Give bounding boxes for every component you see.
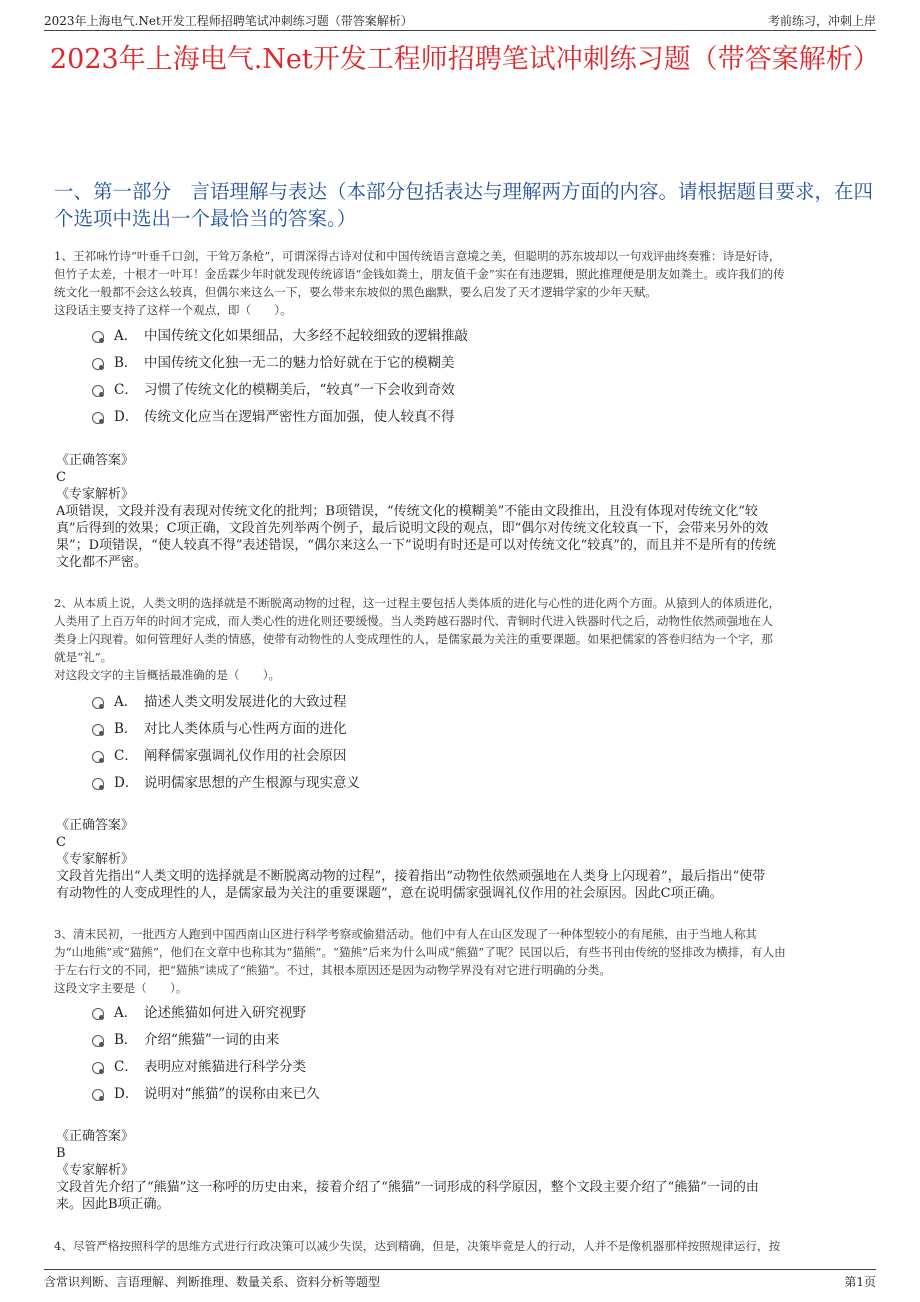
answer-label: 《正确答案》 [56, 453, 135, 468]
radio-button[interactable] [92, 331, 104, 343]
answer-label: 《正确答案》 [56, 818, 135, 833]
radio-button[interactable] [92, 1062, 104, 1074]
question-line: 统文化一般都不会这么较真，但偶尔来这么一下，要么带来东坡似的黑色幽默，要么启发了天才逻辑学家的少年天赋。 [54, 285, 657, 299]
option-text: 说明对“熊猫”的误称由来已久 [144, 1086, 320, 1102]
question-line: 对这段文字的主旨概括最准确的是（ ）。 [54, 668, 281, 682]
header-doc-title: 2023年上海电气.Net开发工程师招聘笔试冲刺练习题（带答案解析） [44, 14, 413, 28]
page-title: 2023年上海电气.Net开发工程师招聘笔试冲刺练习题（带答案解析） [50, 44, 880, 75]
option-b[interactable]: B． 中国传统文化独一无二的魅力恰好就在于它的模糊美 [92, 350, 792, 377]
analysis-line: 果”；D项错误，“使人较真不得”表述错误，“偶尔来这么一下”说明有时还是可以对传统文化“较真”的，而且并不是所有的传统 [56, 538, 776, 553]
analysis-line: 有动物性的人变成理性的人，是儒家最为关注的重要课题”，意在说明儒家强调礼仪作用的社会原因。因此C项正确。 [56, 886, 723, 901]
analysis-line: 来。因此B项正确。 [56, 1197, 170, 1212]
option-text: 传统文化应当在逻辑严密性方面加强，使人较真不得 [144, 409, 455, 425]
question-line: 3、清末民初，一批西方人跑到中国西南山区进行科学考察或偷猎活动。他们中有人在山区发现了一种体型较小的有尾熊，由于当地人称其 [54, 927, 758, 941]
option-text: 阐释儒家强调礼仪作用的社会原因 [144, 748, 347, 764]
option-text: 介绍“熊猫”一词的由来 [144, 1032, 280, 1048]
question-4-stem [54, 1237, 874, 1255]
question-line: 1、王祁咏竹诗“叶垂千口剑，干耸万条枪”，可谓深得古诗对仗和中国传统语言意境之美，但聪明的苏东坡却以一句戏评曲终奏雅：诗是好诗， [54, 249, 781, 263]
option-a[interactable]: A． 论述熊猫如何进入研究视野 [92, 1000, 792, 1027]
analysis-line: 文化都不严密。 [56, 555, 148, 570]
question-2-answer [56, 817, 868, 902]
answer-value: C [56, 470, 66, 485]
page-number: 第1页 [844, 1275, 876, 1289]
question-line: 但竹子太差，十根才一叶耳！金岳霖少年时就发现传统谚语“金钱如粪土，朋友值千金”实在有违逻辑，照此推理便是朋友如粪土。或许我们的传 [54, 267, 785, 281]
question-line: 这段话主要支持了这样一个观点，即（ ）。 [54, 303, 292, 317]
option-text: 中国传统文化独一无二的魅力恰好就在于它的模糊美 [144, 355, 455, 371]
radio-button[interactable] [92, 751, 104, 763]
header-slogan: 考前练习，冲刺上岸 [767, 14, 876, 28]
analysis-label: 《专家解析》 [56, 852, 135, 867]
option-text: 表明应对熊猫进行科学分类 [144, 1059, 306, 1075]
option-c[interactable]: C． 表明应对熊猫进行科学分类 [92, 1054, 792, 1081]
radio-button[interactable] [92, 1089, 104, 1101]
radio-button[interactable] [92, 1035, 104, 1047]
question-2-stem [54, 594, 874, 684]
analysis-label: 《专家解析》 [56, 1163, 135, 1178]
option-text: 说明儒家思想的产生根源与现实意义 [144, 775, 360, 791]
question-line: 这段文字主要是（ ）。 [54, 981, 188, 995]
radio-button[interactable] [92, 724, 104, 736]
page-footer [44, 1269, 876, 1292]
option-d[interactable]: D． 说明对“熊猫”的误称由来已久 [92, 1081, 792, 1108]
question-line: 4、尽管严格按照科学的思维方式进行行政决策可以减少失误，达到精确，但是，决策毕竟是人的行动，人并不是像机器那样按照规律运行，按 [54, 1239, 781, 1253]
analysis-line: 真”后得到的效果；C项正确，文段首先列举两个例子，最后说明文段的观点，即“偶尔对传统文化较真一下，会带来另外的效 [56, 521, 769, 536]
question-3-answer [56, 1128, 868, 1213]
section-heading: 一、第一部分 言语理解与表达（本部分包括表达与理解两方面的内容。请根据题目要求，在四个选项中选出一个最恰当的答案。） [54, 180, 874, 230]
footer-description: 含常识判断、言语理解、判断推理、数量关系、资料分析等题型 [44, 1275, 381, 1289]
radio-button[interactable] [92, 697, 104, 709]
question-line: 为“山地熊”或“猫熊”，他们在文章中也称其为“猫熊”。“猫熊”后来为什么叫成“熊猫”了呢？民国以后，有些书刊由传统的竖排改为横排，有人由 [54, 945, 786, 959]
option-a[interactable]: A． 描述人类文明发展进化的大致过程 [92, 689, 792, 716]
question-line: 于左右行文的不同，把“猫熊”读成了“熊猫”。不过，其根本原因还是因为动物学界没有对它进行明确的分类。 [54, 963, 612, 977]
question-line: 就是“礼”。 [54, 650, 113, 664]
question-3-stem [54, 925, 874, 997]
analysis-label: 《专家解析》 [56, 487, 135, 502]
option-text: 论述熊猫如何进入研究视野 [144, 1005, 306, 1021]
option-c[interactable]: C． 阐释儒家强调礼仪作用的社会原因 [92, 743, 792, 770]
question-1-options [92, 323, 792, 431]
option-text: 对比人类体质与心性两方面的进化 [144, 721, 347, 737]
answer-label: 《正确答案》 [56, 1129, 135, 1144]
question-line: 2、从本质上说，人类文明的选择就是不断脱离动物的过程，这一过程主要包括人类体质的进化与心性的进化两个方面。从猿到人的体质进化， [54, 596, 781, 610]
page-header [44, 10, 876, 31]
question-2-options [92, 689, 792, 797]
question-line: 人类用了上百万年的时间才完成，而人类心性的进化则还要缓慢。当人类跨越石器时代、青铜时代进入铁器时代之后，动物性依然顽强地在人 [54, 614, 773, 628]
radio-button[interactable] [92, 778, 104, 790]
option-text: 习惯了传统文化的模糊美后，“较真”一下会收到奇效 [144, 382, 455, 398]
option-a[interactable]: A． 中国传统文化如果细品，大多经不起较细致的逻辑推敲 [92, 323, 792, 350]
answer-value: B [56, 1146, 66, 1161]
analysis-line: 文段首先指出“人类文明的选择就是不断脱离动物的过程”，接着指出“动物性依然顽强地在人类身上闪现着”，最后指出“使带 [56, 869, 766, 884]
analysis-line: A项错误，文段并没有表现对传统文化的批判；B项错误，“传统文化的模糊美”不能由文段推出，且没有体现对传统文化“较 [56, 504, 758, 519]
question-3-options [92, 1000, 792, 1108]
option-d[interactable]: D． 说明儒家思想的产生根源与现实意义 [92, 770, 792, 797]
question-1-stem [54, 247, 874, 319]
option-d[interactable]: D． 传统文化应当在逻辑严密性方面加强，使人较真不得 [92, 404, 792, 431]
option-text: 描述人类文明发展进化的大致过程 [144, 694, 347, 710]
question-line: 类身上闪现着。如何管理好人类的情感，使带有动物性的人变成理性的人，是儒家最为关注的重要课题。如果把儒家的答卷归结为一个字，那 [54, 632, 773, 646]
radio-button[interactable] [92, 412, 104, 424]
question-1-answer [56, 452, 868, 571]
option-text: 中国传统文化如果细品，大多经不起较细致的逻辑推敲 [144, 328, 468, 344]
option-b[interactable]: B． 介绍“熊猫”一词的由来 [92, 1027, 792, 1054]
option-c[interactable]: C． 习惯了传统文化的模糊美后，“较真”一下会收到奇效 [92, 377, 792, 404]
answer-value: C [56, 835, 66, 850]
analysis-line: 文段首先介绍了“熊猫”这一称呼的历史由来，接着介绍了“熊猫”一词形成的科学原因，整个文段主要介绍了“熊猫”一词的由 [56, 1180, 759, 1195]
radio-button[interactable] [92, 358, 104, 370]
radio-button[interactable] [92, 1008, 104, 1020]
option-b[interactable]: B． 对比人类体质与心性两方面的进化 [92, 716, 792, 743]
radio-button[interactable] [92, 385, 104, 397]
